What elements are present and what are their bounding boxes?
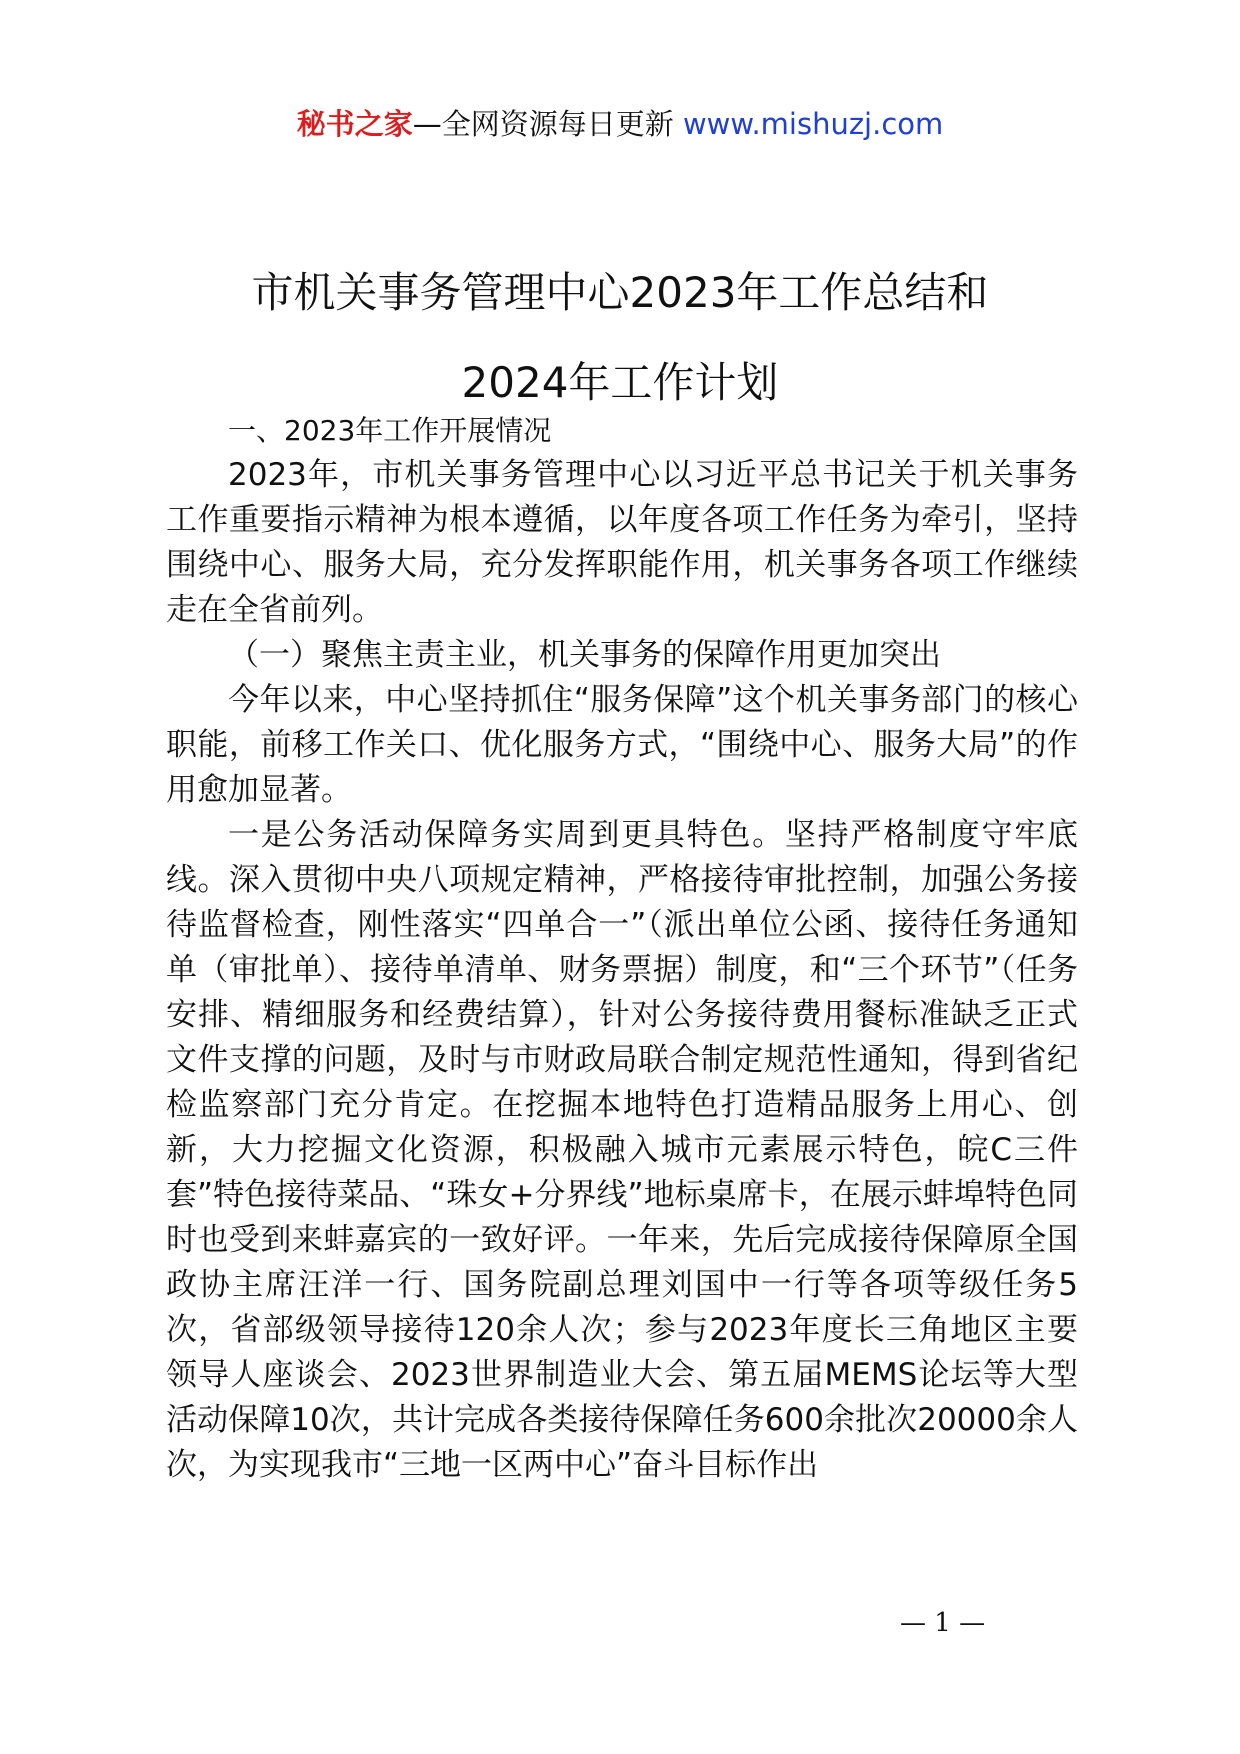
section-heading: 一、2023年工作开展情况 xyxy=(228,414,552,447)
site-url-link[interactable]: www.mishuzj.com xyxy=(682,107,944,141)
site-slogan: —全网资源每日更新 xyxy=(412,107,683,141)
document-title-line-2: 2024年工作计划 xyxy=(461,358,779,407)
subheading: （一）聚焦主责主业，机关事务的保障作用更加突出 xyxy=(228,637,941,673)
page-number: — 1 — xyxy=(900,1608,986,1638)
site-header xyxy=(0,104,1240,144)
body-paragraph: 一是公务活动保障务实周到更具特色。坚持严格制度守牢底线。深入贯彻中央八项规定精神，严格接待审批控制，加强公务接待监督检查，刚性落实“四单合一”（派出单位公函、接待任务通知单（审批单）、接待单清单、财务票据）制度，和“三个环节”（任务安排、精细服务和经费结算），针对公务接待费用餐标准缺乏正式文件支撑的问题，及时与市财政局联合制定规范性通知，得到省纪检监察部门充分肯定。在挖掘本地特色打造精品服务上用心、创新，大力挖掘文化资源，积极融入城市元素展示特色，皖C三件套”特色接待菜品、“珠女+分界线”地标桌席卡，在展示蚌埠特色同时也受到来蚌嘉宾的一致好评。一年来，先后完成接待保障原全国政协主席汪洋一行、国务院副总理刘国中一行等各项等级任务5次，省部级领导接待120余人次；参与2023年度长三角地区主要领导人座谈会、2023世界制造业大会、第五届MEMS论坛等大型活动保障10次，共计完成各类接待保障任务600余批次20000余人次，为实现我市“三地一区两中心”奋斗目标作出 xyxy=(166,817,1078,1483)
document-body xyxy=(166,408,1078,1488)
site-brand: 秘书之家 xyxy=(296,107,413,141)
document-title xyxy=(0,248,1240,428)
document-title-line-1: 市机关事务管理中心2023年工作总结和 xyxy=(251,268,989,317)
intro-paragraph: 2023年，市机关事务管理中心以习近平总书记关于机关事务工作重要指示精神为根本遵循，以年度各项工作任务为牵引，坚持围绕中心、服务大局，充分发挥职能作用，机关事务各项工作继续走在全省前列。 xyxy=(166,457,1078,628)
body-paragraph: 今年以来，中心坚持抓住“服务保障”这个机关事务部门的核心职能，前移工作关口、优化服务方式，“围绕中心、服务大局”的作用愈加显著。 xyxy=(166,682,1078,808)
